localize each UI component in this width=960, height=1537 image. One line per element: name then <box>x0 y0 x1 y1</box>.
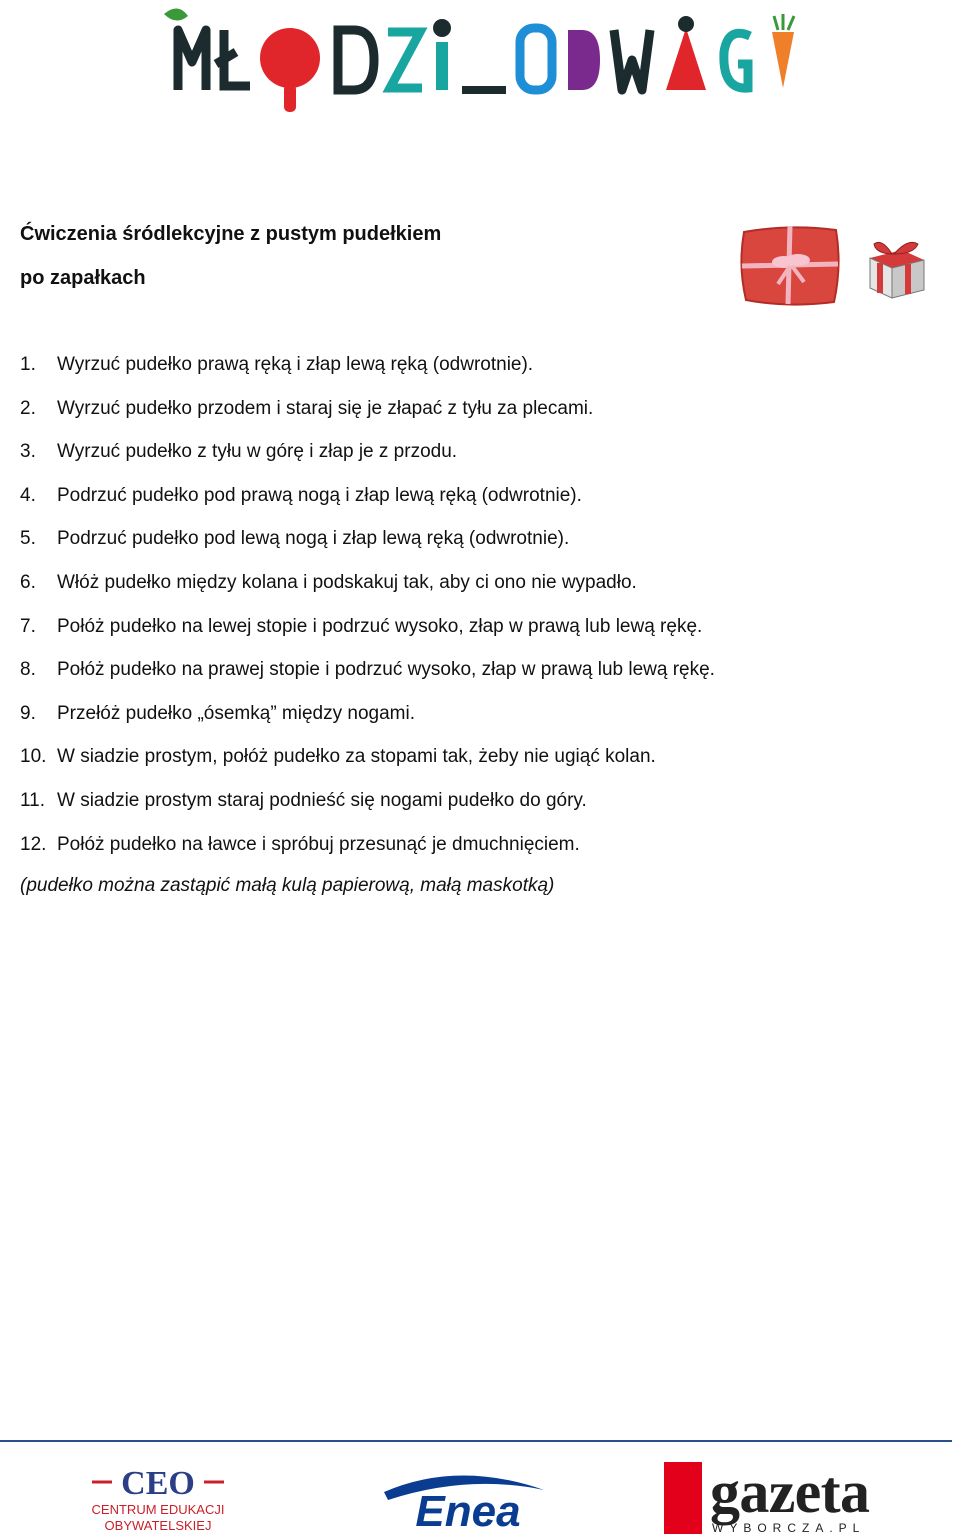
ceo-logo-line1: CENTRUM EDUKACJI <box>91 1502 225 1517</box>
document-subtitle: po zapałkach <box>20 267 146 289</box>
list-item <box>20 526 715 570</box>
list-item <box>20 744 715 788</box>
item-number: 3. <box>20 441 36 463</box>
item-number: 10. <box>20 746 47 768</box>
footer-divider <box>0 1440 952 1442</box>
gazeta-logo-sub: WYBORCZA.PL <box>712 1521 866 1535</box>
exercise-list <box>20 352 715 875</box>
item-number: 9. <box>20 702 36 724</box>
enea-logo <box>378 1466 550 1530</box>
list-item <box>20 570 715 614</box>
list-item <box>20 701 715 745</box>
list-item <box>20 614 715 658</box>
gazeta-logo-text: gazeta <box>710 1459 870 1525</box>
item-number: 5. <box>20 528 36 550</box>
item-number: 8. <box>20 659 36 681</box>
document-title: Ćwiczenia śródlekcyjne z pustym pudełkiem <box>20 223 442 245</box>
item-number: 11. <box>20 789 46 811</box>
item-text: Połóż pudełko na ławce i spróbuj przesunąć je dmuchnięciem. <box>57 833 580 855</box>
item-text: Przełóż pudełko „ósemką” między nogami. <box>57 702 415 724</box>
gift-box-icon <box>862 236 930 302</box>
item-text: Wyrzuć pudełko z tyłu w górę i złap je z przodu. <box>57 441 458 463</box>
enea-logo-text: Enea <box>415 1487 521 1530</box>
item-text: Wyrzuć pudełko przodem i staraj się je złapać z tyłu za plecami. <box>57 397 594 419</box>
list-item <box>20 483 715 527</box>
item-text: Podrzuć pudełko pod lewą nogą i złap lewą ręką (odwrotnie). <box>57 528 570 550</box>
red-cushion-image <box>738 222 842 308</box>
item-number: 12. <box>20 833 47 855</box>
list-item <box>20 396 715 440</box>
item-number: 1. <box>20 354 36 375</box>
list-item <box>20 439 715 483</box>
list-item <box>20 788 715 832</box>
list-item <box>20 832 715 876</box>
ceo-logo <box>88 1462 228 1534</box>
ceo-logo-line2: OBYWATELSKIEJ <box>104 1518 212 1533</box>
item-text: W siadzie prostym, połóż pudełko za stopami tak, żeby nie ugiąć kolan. <box>57 746 656 768</box>
item-text: Podrzuć pudełko pod prawą nogą i złap lewą ręką (odwrotnie). <box>57 484 582 506</box>
item-number: 7. <box>20 615 36 637</box>
item-text: Połóż pudełko na lewej stopie i podrzuć wysoko, złap w prawą lub lewą rękę. <box>57 615 703 637</box>
item-number: 2. <box>20 397 36 419</box>
list-item <box>20 657 715 701</box>
item-text: Połóż pudełko na prawej stopie i podrzuć wysoko, złap w prawą lub lewą rękę. <box>57 659 715 681</box>
item-text: W siadzie prostym staraj podnieść się nogami pudełko do góry. <box>57 789 587 811</box>
mlodzi-odwagi-logo <box>158 2 803 122</box>
item-number: 6. <box>20 571 36 593</box>
gazeta-wyborcza-logo <box>664 1458 872 1536</box>
substitution-note: (pudełko można zastąpić małą kulą papierową, małą maskotką) <box>20 875 555 896</box>
item-text: Włóż pudełko między kolana i podskakuj tak, aby ci ono nie wypadło. <box>57 571 637 593</box>
list-item <box>20 352 715 396</box>
ceo-logo-text: CEO <box>121 1465 195 1502</box>
item-text: Wyrzuć pudełko prawą ręką i złap lewą ręką (odwrotnie). <box>57 354 534 375</box>
item-number: 4. <box>20 484 36 506</box>
